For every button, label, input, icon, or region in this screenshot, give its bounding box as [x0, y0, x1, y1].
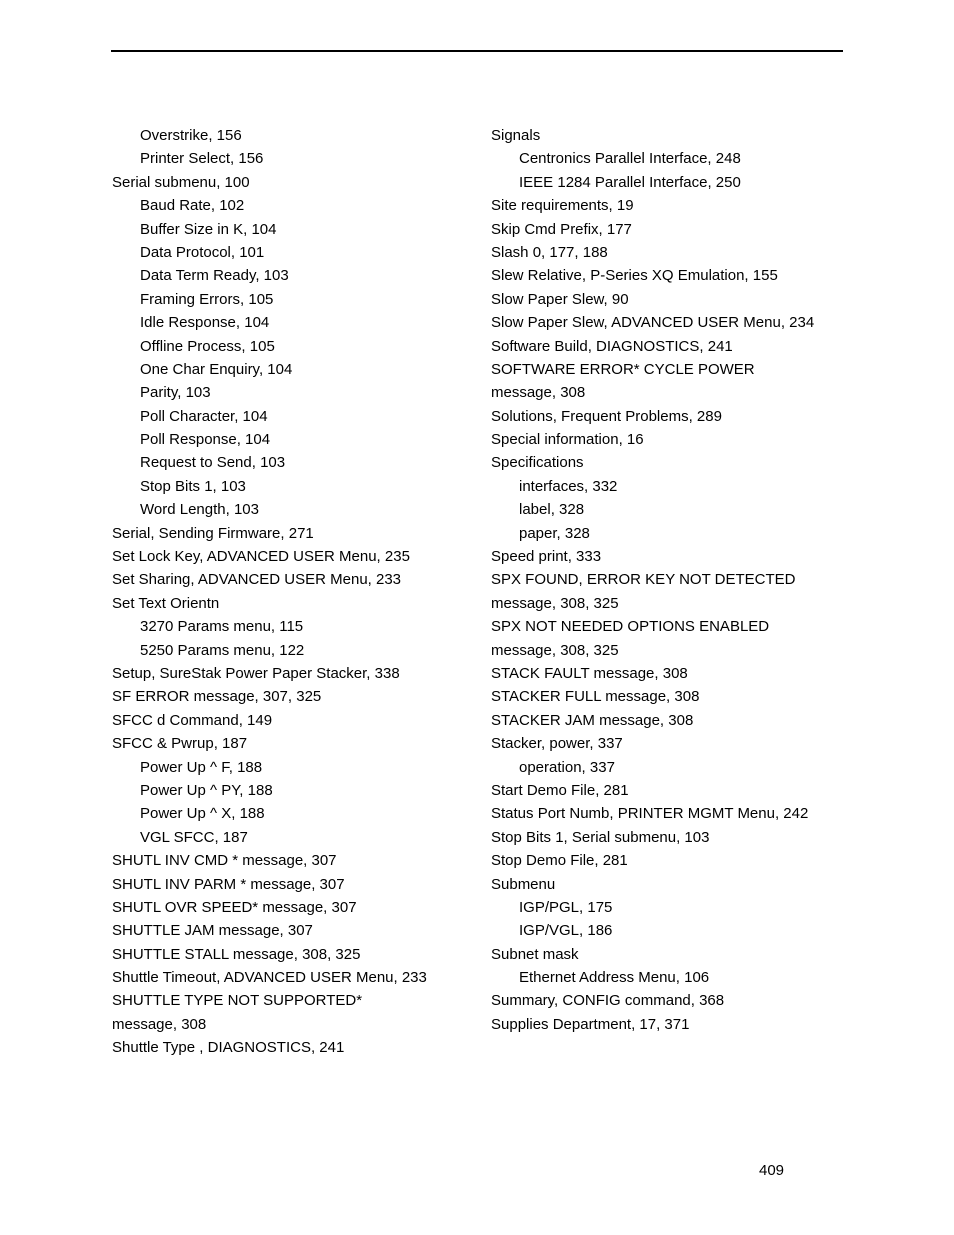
- index-entry: SFCC d Command, 149: [112, 711, 273, 729]
- index-entry: SHUTTLE STALL message, 308, 325: [112, 945, 361, 963]
- index-entry: STACK FAULT message, 308: [491, 664, 688, 682]
- index-entry: Site requirements, 19: [491, 197, 634, 215]
- index-entry: Slash 0, 177, 188: [491, 243, 608, 261]
- index-subentry: Data Term Ready, 103: [140, 267, 289, 285]
- index-entry: Skip Cmd Prefix, 177: [491, 220, 632, 238]
- index-subentry: 5250 Params menu, 122: [140, 641, 305, 659]
- index-entry: Shuttle Type , DIAGNOSTICS, 241: [112, 1039, 345, 1057]
- index-column-right: [491, 124, 851, 1036]
- index-entry: STACKER FULL message, 308: [491, 688, 700, 706]
- index-entry: Shuttle Timeout, ADVANCED USER Menu, 233: [112, 969, 427, 987]
- index-entry: SPX NOT NEEDED OPTIONS ENABLED: [491, 618, 770, 636]
- index-subentry: Printer Select, 156: [140, 150, 264, 168]
- index-entry: SOFTWARE ERROR* CYCLE POWER: [491, 360, 755, 378]
- index-subentry: Parity, 103: [140, 384, 211, 402]
- index-entry: Specifications: [491, 454, 584, 472]
- index-subentry: label, 328: [519, 501, 585, 519]
- index-subentry: Stop Bits 1, 103: [140, 477, 246, 495]
- index-entry: SFCC & Pwrup, 187: [112, 735, 248, 753]
- index-subentry: Buffer Size in K, 104: [140, 220, 277, 238]
- index-subentry: Offline Process, 105: [140, 337, 275, 355]
- index-entry: SHUTL INV CMD * message, 307: [112, 852, 337, 870]
- index-entry: SHUTL OVR SPEED* message, 307: [112, 898, 357, 916]
- index-entry: Slow Paper Slew, 90: [491, 290, 629, 308]
- index-entry: SF ERROR message, 307, 325: [112, 688, 322, 706]
- index-entry: Solutions, Frequent Problems, 289: [491, 407, 722, 425]
- index-subentry: IEEE 1284 Parallel Interface, 250: [519, 173, 741, 191]
- index-subentry: Centronics Parallel Interface, 248: [519, 150, 741, 168]
- index-entry: Start Demo File, 281: [491, 781, 629, 799]
- index-entry: message, 308, 325: [491, 641, 619, 659]
- index-subentry: Baud Rate, 102: [140, 197, 245, 215]
- index-subentry: Data Protocol, 101: [140, 243, 265, 261]
- index-entry: Special information, 16: [491, 431, 644, 449]
- index-entry: Stop Demo File, 281: [491, 852, 628, 870]
- index-subentry: VGL SFCC, 187: [140, 828, 248, 846]
- index-entry: message, 308, 325: [491, 594, 619, 612]
- index-subentry: Power Up ^ F, 188: [140, 758, 263, 776]
- index-entry: SHUTTLE JAM message, 307: [112, 922, 313, 940]
- index-entry: Stacker, power, 337: [491, 735, 623, 753]
- index-entry: Software Build, DIAGNOSTICS, 241: [491, 337, 733, 355]
- index-subentry: IGP/PGL, 175: [519, 898, 613, 916]
- index-subentry: Power Up ^ X, 188: [140, 805, 265, 823]
- index-entry: Supplies Department, 17, 371: [491, 1015, 690, 1033]
- index-entry: Speed print, 333: [491, 548, 602, 566]
- index-subentry: 3270 Params menu, 115: [140, 618, 304, 636]
- index-entry: message, 308: [112, 1015, 207, 1033]
- index-entry: STACKER JAM message, 308: [491, 711, 694, 729]
- index-subentry: Poll Response, 104: [140, 431, 271, 449]
- index-entry: Set Text Orientn: [112, 594, 220, 612]
- index-entry: Status Port Numb, PRINTER MGMT Menu, 242: [491, 805, 809, 823]
- index-entry: Stop Bits 1, Serial submenu, 103: [491, 828, 710, 846]
- index-subentry: paper, 328: [519, 524, 590, 542]
- index-entry: SPX FOUND, ERROR KEY NOT DETECTED: [491, 571, 796, 589]
- index-subentry: Word Length, 103: [140, 501, 259, 519]
- index-entry: Submenu: [491, 875, 556, 893]
- index-entry: SHUTL INV PARM * message, 307: [112, 875, 345, 893]
- index-subentry: Ethernet Address Menu, 106: [519, 969, 710, 987]
- index-subentry: Framing Errors, 105: [140, 290, 274, 308]
- index-entry: Set Sharing, ADVANCED USER Menu, 233: [112, 571, 402, 589]
- index-entry: Slew Relative, P-Series XQ Emulation, 155: [491, 267, 778, 285]
- index-subentry: IGP/VGL, 186: [519, 922, 613, 940]
- index-entry: SHUTTLE TYPE NOT SUPPORTED*: [112, 992, 363, 1010]
- page-number: 409: [759, 1162, 785, 1179]
- index-subentry: Idle Response, 104: [140, 314, 270, 332]
- index-subentry: interfaces, 332: [519, 477, 618, 495]
- index-entry: Set Lock Key, ADVANCED USER Menu, 235: [112, 548, 410, 566]
- index-subentry: Request to Send, 103: [140, 454, 286, 472]
- header-rule: [111, 50, 843, 52]
- index-entry: Subnet mask: [491, 945, 579, 963]
- index-subentry: Power Up ^ PY, 188: [140, 781, 273, 799]
- index-entry: Slow Paper Slew, ADVANCED USER Menu, 234: [491, 314, 815, 332]
- index-subentry: Poll Character, 104: [140, 407, 268, 425]
- index-entry: Setup, SureStak Power Paper Stacker, 338: [112, 664, 400, 682]
- index-entry: Serial, Sending Firmware, 271: [112, 524, 314, 542]
- index-subentry: operation, 337: [519, 758, 615, 776]
- index-entry: Signals: [491, 127, 541, 144]
- index-subentry: Overstrike, 156: [140, 127, 242, 144]
- index-entry: message, 308: [491, 384, 586, 402]
- index-column-left: [112, 124, 472, 1060]
- index-subentry: One Char Enquiry, 104: [140, 360, 293, 378]
- index-entry: Summary, CONFIG command, 368: [491, 992, 725, 1010]
- index-entry: Serial submenu, 100: [112, 173, 250, 191]
